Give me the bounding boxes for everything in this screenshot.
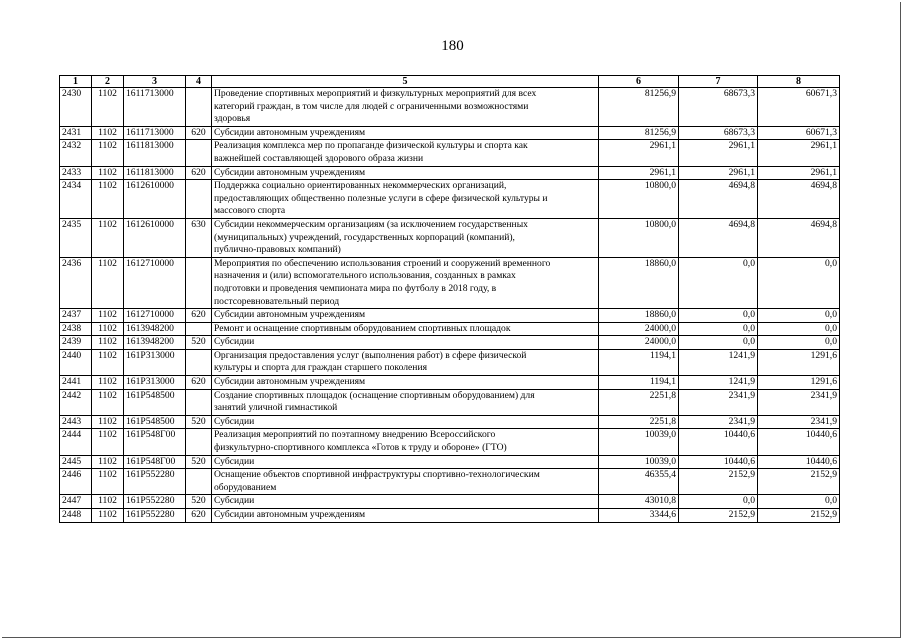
row-number-cell: 2434: [60, 180, 92, 219]
amount-cell-col8: 2961,1: [758, 166, 840, 180]
amount-cell-col7: 4694,8: [679, 180, 758, 219]
row-number-cell: 2444: [60, 429, 92, 455]
amount-cell-col6: 1194,1: [599, 376, 679, 390]
amount-cell-col7: 0,0: [679, 257, 758, 308]
amount-cell-col8: 2341,9: [758, 389, 840, 415]
description-cell: [212, 218, 599, 257]
section-code-cell: 1102: [92, 469, 124, 495]
target-code-cell: 161P313000: [124, 349, 186, 375]
description-line: Субсидии автономным учреждениям: [214, 309, 366, 321]
description-line: Субсидии автономным учреждениям: [214, 166, 366, 178]
row-number-cell: 2437: [60, 309, 92, 323]
amount-cell-col8: 0,0: [758, 309, 840, 323]
section-code-cell: 1102: [92, 88, 124, 127]
column-header: 4: [186, 76, 212, 88]
description-cell: [212, 166, 599, 180]
description-line: Субсидии: [214, 415, 255, 427]
amount-cell-col6: 24000,0: [599, 336, 679, 350]
row-number-cell: 2443: [60, 415, 92, 429]
description-line: Оснащение объектов спортивной инфраструктуры спортивно-технологическим: [214, 469, 540, 481]
description-line: культуры и спорта для граждан старшего поколения: [214, 362, 427, 374]
description-line: Субсидии автономным учреждениям: [214, 509, 366, 520]
amount-cell-col7: 0,0: [679, 495, 758, 509]
amount-cell-col7: 0,0: [679, 322, 758, 336]
section-code-cell: 1102: [92, 455, 124, 469]
description-cell: [212, 509, 599, 523]
description-line: Субсидии: [214, 336, 255, 348]
target-code-cell: 161P548500: [124, 389, 186, 415]
amount-cell-col6: 81256,9: [599, 88, 679, 127]
column-header: 3: [124, 76, 186, 88]
table-row: [60, 415, 840, 429]
description-cell: [212, 126, 599, 140]
section-code-cell: 1102: [92, 509, 124, 523]
expense-type-cell: [186, 389, 212, 415]
table-row: [60, 166, 840, 180]
description-cell: [212, 455, 599, 469]
amount-cell-col6: 18860,0: [599, 257, 679, 308]
table-row: [60, 88, 840, 127]
expense-type-cell: [186, 257, 212, 308]
description-cell: [212, 429, 599, 455]
description-line: Реализация комплекса мер по пропаганде физической культуры и спорта как: [214, 140, 528, 152]
section-code-cell: 1102: [92, 415, 124, 429]
description-cell: [212, 349, 599, 375]
expense-type-cell: 630: [186, 218, 212, 257]
target-code-cell: 1611813000: [124, 166, 186, 180]
amount-cell-col6: 46355,4: [599, 469, 679, 495]
target-code-cell: 161P313000: [124, 376, 186, 390]
target-code-cell: 1611713000: [124, 88, 186, 127]
expense-type-cell: [186, 88, 212, 127]
column-header: 2: [92, 76, 124, 88]
amount-cell-col6: 24000,0: [599, 322, 679, 336]
description-line: Мероприятия по обеспечению использования строений и сооружений временного: [214, 257, 551, 269]
description-line: Поддержка социально ориентированных некоммерческих организаций,: [214, 180, 507, 192]
section-code-cell: 1102: [92, 336, 124, 350]
table-row: [60, 376, 840, 390]
table-row: [60, 257, 840, 308]
description-line: Проведение спортивных мероприятий и физкультурных мероприятий для всех: [214, 88, 537, 99]
amount-cell-col8: 60671,3: [758, 88, 840, 127]
target-code-cell: 1612710000: [124, 257, 186, 308]
row-number-cell: 2442: [60, 389, 92, 415]
expense-type-cell: 620: [186, 376, 212, 390]
section-code-cell: 1102: [92, 495, 124, 509]
amount-cell-col8: 2341,9: [758, 415, 840, 429]
amount-cell-col6: 10039,0: [599, 429, 679, 455]
section-code-cell: 1102: [92, 322, 124, 336]
description-line: подготовки и проведения чемпионата мира по футболу в 2018 году, в: [214, 282, 497, 294]
amount-cell-col8: 60671,3: [758, 126, 840, 140]
page-number: 180: [441, 38, 464, 54]
row-number-cell: 2446: [60, 469, 92, 495]
description-line: Субсидии: [214, 455, 255, 467]
description-line: оборудованием: [214, 481, 277, 493]
amount-cell-col7: 10440,6: [679, 429, 758, 455]
expense-type-cell: 620: [186, 166, 212, 180]
row-number-cell: 2445: [60, 455, 92, 469]
table-row: [60, 180, 840, 219]
table-row: [60, 509, 840, 523]
row-number-cell: 2431: [60, 126, 92, 140]
amount-cell-col6: 81256,9: [599, 126, 679, 140]
section-code-cell: 1102: [92, 180, 124, 219]
amount-cell-col8: 10440,6: [758, 429, 840, 455]
row-number-cell: 2441: [60, 376, 92, 390]
table-row: [60, 309, 840, 323]
description-line: занятий уличной гимнастикой: [214, 402, 338, 414]
target-code-cell: 1613948200: [124, 322, 186, 336]
expense-type-cell: 520: [186, 336, 212, 350]
description-line: назначения и (или) вспомогательного использования, созданных в рамках: [214, 270, 516, 282]
section-code-cell: 1102: [92, 429, 124, 455]
expense-type-cell: [186, 322, 212, 336]
description-line: массового спорта: [214, 205, 286, 217]
description-cell: [212, 257, 599, 308]
amount-cell-col8: 2152,9: [758, 469, 840, 495]
amount-cell-col7: 68673,3: [679, 88, 758, 127]
table-row: [60, 429, 840, 455]
amount-cell-col8: 0,0: [758, 495, 840, 509]
description-line: Субсидии: [214, 495, 255, 507]
row-number-cell: 2438: [60, 322, 92, 336]
section-code-cell: 1102: [92, 376, 124, 390]
description-cell: [212, 180, 599, 219]
row-number-cell: 2447: [60, 495, 92, 509]
expense-type-cell: 520: [186, 455, 212, 469]
target-code-cell: 1612710000: [124, 309, 186, 323]
section-code-cell: 1102: [92, 389, 124, 415]
section-code-cell: 1102: [92, 126, 124, 140]
description-cell: [212, 376, 599, 390]
target-code-cell: 161P552280: [124, 469, 186, 495]
amount-cell-col7: 2152,9: [679, 469, 758, 495]
amount-cell-col8: 4694,8: [758, 180, 840, 219]
target-code-cell: 161P548500: [124, 415, 186, 429]
target-code-cell: 161P552280: [124, 509, 186, 523]
amount-cell-col8: 2152,9: [758, 509, 840, 523]
column-header: 5: [212, 76, 599, 88]
section-code-cell: 1102: [92, 166, 124, 180]
amount-cell-col8: 1291,6: [758, 349, 840, 375]
amount-cell-col7: 2961,1: [679, 166, 758, 180]
description-line: Создание спортивных площадок (оснащение спортивным оборудованием) для: [214, 389, 535, 401]
amount-cell-col7: 2961,1: [679, 140, 758, 166]
table-row: [60, 218, 840, 257]
description-cell: [212, 415, 599, 429]
amount-cell-col7: 4694,8: [679, 218, 758, 257]
budget-table: [59, 75, 840, 523]
target-code-cell: 161P548Г00: [124, 455, 186, 469]
table-row: [60, 140, 840, 166]
target-code-cell: 161P548Г00: [124, 429, 186, 455]
amount-cell-col6: 2961,1: [599, 140, 679, 166]
amount-cell-col6: 18860,0: [599, 309, 679, 323]
amount-cell-col6: 43010,8: [599, 495, 679, 509]
description-cell: [212, 322, 599, 336]
description-cell: [212, 389, 599, 415]
expense-type-cell: [186, 469, 212, 495]
expense-type-cell: 620: [186, 509, 212, 523]
amount-cell-col8: 0,0: [758, 257, 840, 308]
table-row: [60, 126, 840, 140]
description-cell: [212, 336, 599, 350]
expense-type-cell: [186, 140, 212, 166]
table-row: [60, 389, 840, 415]
description-cell: [212, 88, 599, 127]
expense-type-cell: 520: [186, 495, 212, 509]
description-line: Ремонт и оснащение спортивным оборудованием спортивных площадок: [214, 322, 511, 334]
description-line: постсоревновательный период: [214, 295, 340, 307]
description-line: здоровья: [214, 113, 251, 125]
target-code-cell: 161P552280: [124, 495, 186, 509]
expense-type-cell: 520: [186, 415, 212, 429]
row-number-cell: 2439: [60, 336, 92, 350]
amount-cell-col8: 1291,6: [758, 376, 840, 390]
table-body: [60, 88, 840, 523]
table-row: [60, 322, 840, 336]
column-header: 7: [679, 76, 758, 88]
section-code-cell: 1102: [92, 140, 124, 166]
amount-cell-col7: 2152,9: [679, 509, 758, 523]
table-row: [60, 469, 840, 495]
table-row: [60, 495, 840, 509]
description-line: физкультурно-спортивного комплекса «Готов к труду и обороне» (ГТО): [214, 442, 507, 454]
target-code-cell: 1612610000: [124, 180, 186, 219]
expense-type-cell: [186, 349, 212, 375]
row-number-cell: 2448: [60, 509, 92, 523]
amount-cell-col6: 3344,6: [599, 509, 679, 523]
description-cell: [212, 140, 599, 166]
expense-type-cell: 620: [186, 126, 212, 140]
amount-cell-col6: 2961,1: [599, 166, 679, 180]
target-code-cell: 1611813000: [124, 140, 186, 166]
description-line: Организация предоставления услуг (выполнения работ) в сфере физической: [214, 349, 527, 361]
column-header: 6: [599, 76, 679, 88]
section-code-cell: 1102: [92, 257, 124, 308]
amount-cell-col7: 2341,9: [679, 389, 758, 415]
amount-cell-col6: 10039,0: [599, 455, 679, 469]
description-cell: [212, 309, 599, 323]
amount-cell-col7: 0,0: [679, 309, 758, 323]
description-line: категорий граждан, в том числе для людей с ограниченными возможностями: [214, 100, 529, 112]
table-row: [60, 349, 840, 375]
column-header: 8: [758, 76, 840, 88]
amount-cell-col6: 2251,8: [599, 389, 679, 415]
description-line: Субсидии автономным учреждениям: [214, 376, 366, 388]
row-number-cell: 2432: [60, 140, 92, 166]
description-line: (муниципальных) учреждений, государственных корпораций (компаний),: [214, 231, 515, 243]
amount-cell-col7: 10440,6: [679, 455, 758, 469]
amount-cell-col6: 10800,0: [599, 218, 679, 257]
section-code-cell: 1102: [92, 309, 124, 323]
row-number-cell: 2430: [60, 88, 92, 127]
description-cell: [212, 495, 599, 509]
amount-cell-col6: 2251,8: [599, 415, 679, 429]
row-number-cell: 2433: [60, 166, 92, 180]
target-code-cell: 1612610000: [124, 218, 186, 257]
amount-cell-col7: 2341,9: [679, 415, 758, 429]
amount-cell-col7: 1241,9: [679, 376, 758, 390]
amount-cell-col8: 2961,1: [758, 140, 840, 166]
amount-cell-col8: 10440,6: [758, 455, 840, 469]
description-line: Субсидии некоммерческим организациям (за исключением государственных: [214, 218, 528, 230]
column-header: 1: [60, 76, 92, 88]
amount-cell-col7: 68673,3: [679, 126, 758, 140]
table-row: [60, 455, 840, 469]
amount-cell-col8: 4694,8: [758, 218, 840, 257]
description-line: публично-правовых компаний): [214, 244, 341, 256]
expense-type-cell: [186, 429, 212, 455]
row-number-cell: 2440: [60, 349, 92, 375]
amount-cell-col7: 0,0: [679, 336, 758, 350]
row-number-cell: 2436: [60, 257, 92, 308]
section-code-cell: 1102: [92, 349, 124, 375]
description-line: важнейшей составляющей здорового образа жизни: [214, 152, 424, 164]
column-header-row: [60, 76, 840, 88]
expense-type-cell: [186, 180, 212, 219]
amount-cell-col8: 0,0: [758, 322, 840, 336]
amount-cell-col8: 0,0: [758, 336, 840, 350]
target-code-cell: 1611713000: [124, 126, 186, 140]
description-line: Субсидии автономным учреждениям: [214, 126, 366, 138]
row-number-cell: 2435: [60, 218, 92, 257]
description-cell: [212, 469, 599, 495]
description-line: Реализация мероприятий по поэтапному внедрению Всероссийского: [214, 429, 496, 441]
amount-cell-col6: 10800,0: [599, 180, 679, 219]
expense-type-cell: 620: [186, 309, 212, 323]
description-line: предоставляющих общественно полезные услуги в сфере физической культуры и: [214, 192, 548, 204]
amount-cell-col6: 1194,1: [599, 349, 679, 375]
table-row: [60, 336, 840, 350]
amount-cell-col7: 1241,9: [679, 349, 758, 375]
section-code-cell: 1102: [92, 218, 124, 257]
target-code-cell: 1613948200: [124, 336, 186, 350]
